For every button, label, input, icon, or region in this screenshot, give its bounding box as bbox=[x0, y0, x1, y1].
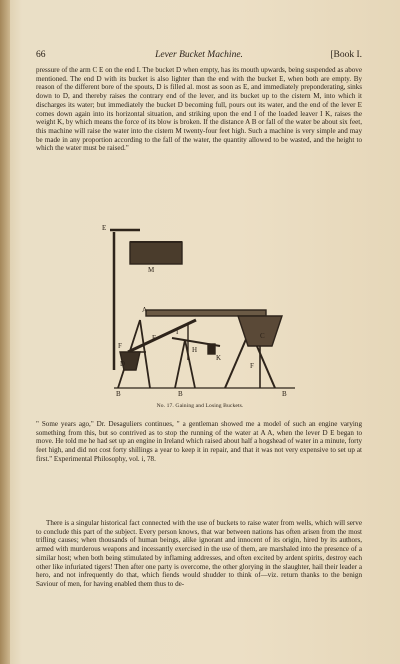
label-f-left: F bbox=[118, 342, 122, 350]
label-b-1: B bbox=[116, 390, 121, 398]
label-e-lever: E bbox=[152, 334, 157, 342]
figure-lever-bucket-machine bbox=[100, 220, 300, 410]
label-d: D bbox=[120, 360, 126, 368]
weight-k bbox=[208, 344, 215, 354]
book-marker: [Book I. bbox=[330, 50, 362, 60]
label-i: I bbox=[176, 328, 179, 336]
water-trough-a bbox=[146, 310, 266, 316]
paragraph-3: There is a singular historical fact connected with the use of buckets to raise water from wells, which will serve to conclude this part of the subject. Every person knows, that war between nations has often arisen from the most trifling causes; when thousands of human beings, alike ignorant and innocent of its origin, hired by its authors, armed with murderous weapons and incessantly exercised in the use of them, are marshaled into the presence of a similar host; when both being stimulated by inflaming addresses, and often excited by ardent spirits, destroy each other like infuriated tigers! Then after one party is overcome, the other glorying in the slaughter, hail their leader a hero, and not infrequently do that, which fiends would shudder to think of—viz. return thanks to the benign Saviour of men, for having enabled them thus to de- bbox=[36, 519, 362, 588]
lever-bucket-engraving bbox=[100, 220, 300, 410]
page-number: 66 bbox=[36, 50, 46, 60]
cistern-m bbox=[130, 242, 182, 264]
label-b-2: B bbox=[178, 390, 183, 398]
running-title: Lever Bucket Machine. bbox=[155, 50, 243, 60]
label-k: K bbox=[216, 354, 222, 362]
label-a: A bbox=[142, 306, 148, 314]
label-h: H bbox=[192, 346, 198, 354]
label-e-top: E bbox=[102, 224, 107, 232]
page-spine-edge bbox=[0, 0, 10, 664]
label-c: C bbox=[260, 332, 265, 340]
label-f-right: F bbox=[250, 362, 254, 370]
label-b-3: B bbox=[282, 390, 287, 398]
label-m: M bbox=[148, 266, 155, 274]
figure-caption: No. 17. Gaining and Losing Buckets. bbox=[156, 403, 244, 409]
paragraph-1: pressure of the arm C E on the end I. The bucket D when empty, has its mouth upwards, being suspended as above mentioned. The end D with its bucket is also lighter than the end with the bucket E, when both are empty. By reason of the different bore of the spouts, D is filled al. most as soon as E, and immediately preponderating, sinks down to D, and thereby raises the contrary end of the lever, and its bucket up to the cistern M, into which it discharges its water; but immediately the bucket D becoming full, pours out its water, and the end of the lever E comes down again into its horizontal situation, and striking upon the end I of the loaded leaver I K, raises the weight K, by which means the force of its blow is broken. If the distance A B or fall of the water be about six feet, this machine will raise the water into the cistern M twenty-four feet high. Such a machine is very simple and may be made in any proportion according to the fall of the water, the quantity allowed to be wasted, and the height to which the water must be raised." bbox=[36, 66, 362, 153]
running-header bbox=[36, 49, 362, 61]
paragraph-2: " Some years ago," Dr. Desaguliers continues, " a gentleman showed me a model of such an engine varying something from this, but so contrived as to stop the running of the water at A A, when the lever D E began to move. He told me he had set up an engine in Ireland which raised about half a hogshead of water in a minute, forty feet high, and did not cost forty shillings a year to keep it in repair, and that it was not very expensive to set up at first." Experimental Philosophy, vol. i, 78. bbox=[36, 420, 363, 463]
